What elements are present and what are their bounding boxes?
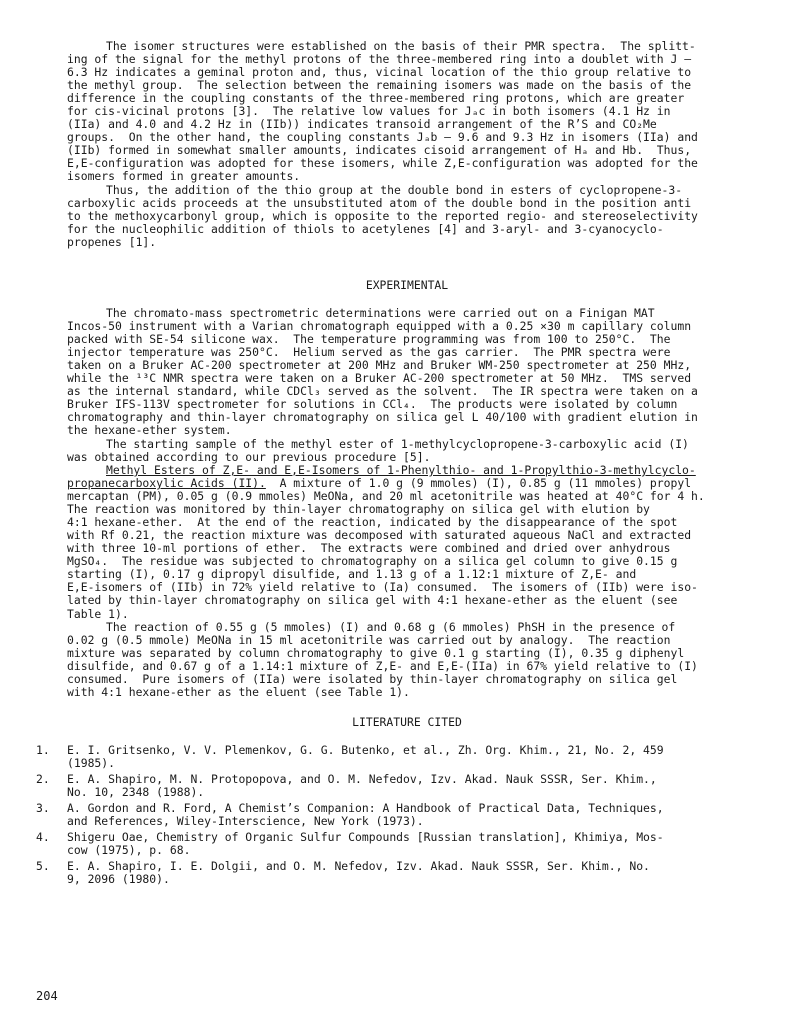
text-line: mixture was separated by column chromatography to give 0.1 g starting (I), 0.35 g diphenyl (67, 646, 685, 661)
reference-item (36, 773, 748, 799)
reference-number: 1. (36, 743, 50, 757)
text-line: consumed. Pure isomers of (IIa) were isolated by thin-layer chromatography on silica gel (67, 672, 678, 687)
text-line: with Rf 0.21, the reaction mixture was decomposed with saturated aqueous NaCl and extracted (67, 528, 692, 543)
text-line: the methyl group. The selection between the remaining isomers was made on the basis of the (67, 78, 692, 93)
procedure-title: propanecarboxylic Acids (II). (67, 476, 266, 491)
text-line: propenes [1]. (67, 235, 157, 250)
text-line: The starting sample of the methyl ester of 1-methylcyclopropene-3-carboxylic acid (I) (106, 437, 689, 451)
reference-number: 3. (36, 801, 50, 816)
text-line: (IIa) and 4.0 and 4.2 Hz in (IIb)) indicates transoid arrangement of the R’S and CO₂Me (67, 117, 657, 132)
reference-number: 5. (36, 859, 50, 874)
text-line: MgSO₄. The residue was subjected to chromatography on a silica gel column to give 0.15 g (67, 554, 678, 569)
text-line: 4:1 hexane-ether. At the end of the reaction, indicated by the disappearance of the spot (67, 515, 678, 530)
reference-item (36, 860, 748, 886)
reference-text: No. 10, 2348 (1988). (67, 785, 205, 800)
text-line: with three 10-ml portions of ether. The extracts were combined and dried over anhydrous (67, 541, 671, 556)
text-line: starting (I), 0.17 g dipropyl disulfide, and 1.13 g of a 1.12:1 mixture of Z,E- and (67, 567, 637, 582)
text-line: disulfide, and 0.67 g of a 1.14:1 mixture of Z,E- and E,E-(IIa) in 67% yield relative to (I) (67, 659, 698, 674)
text-line: Bruker IFS-113V spectrometer for solutions in CCl₄. The products were isolated by column (67, 397, 678, 412)
text-line: while the ¹³C NMR spectra were taken on a Bruker AC-200 spectrometer at 50 MHz. TMS served (67, 371, 692, 386)
reference-text: A. Gordon and R. Ford, A Chemist’s Companion: A Handbook of Practical Data, Techniques, (67, 801, 664, 816)
text-line: to the methoxycarbonyl group, which is opposite to the reported regio- and stereoselectivity (67, 209, 698, 224)
text-line: packed with SE-54 silicone wax. The temperature programming was from 100 to 250°C. The (67, 332, 671, 347)
text-line: A mixture of 1.0 g (9 mmoles) (I), 0.85 g (11 mmoles) propyl (265, 476, 692, 491)
text-line: E,E-isomers of (IIb) in 72% yield relative to (Ia) consumed. The isomers of (IIb) were iso- (67, 580, 698, 595)
text-line: for the nucleophilic addition of thiols to acetylenes [4] and 3-aryl- and 3-cyanocyclo- (67, 222, 664, 237)
text-line: for cis-vicinal protons [3]. The relative low values for Jₐc in both isomers (4.1 Hz in (67, 104, 671, 119)
reference-text: 9, 2096 (1980). (67, 872, 170, 887)
text-line: the hexane-ether system. (67, 423, 232, 438)
text-line: lated by thin-layer chromatography on silica gel with 4:1 hexane-ether as the eluent (see (67, 593, 678, 608)
paragraph-methyl-esters-procedure (67, 464, 747, 621)
reference-number: 4. (36, 830, 50, 845)
reference-list (36, 744, 748, 886)
text-line: The chromato-mass spectrometric determinations were carried out on a Finigan MAT (106, 306, 655, 320)
reference-item (36, 802, 748, 828)
reference-text: (1985). (67, 756, 116, 771)
text-line: E,E-configuration was adopted for these isomers, while Z,E-configuration was adopted for the (67, 156, 698, 171)
text-line: 0.02 g (0.5 mmole) MeONa in 15 ml acetonitrile was carried out by analogy. The reaction (67, 633, 671, 648)
reference-item (36, 744, 748, 770)
text-line: The reaction of 0.55 g (5 mmoles) (I) and 0.68 g (6 mmoles) PhSH in the presence of (106, 620, 676, 634)
text-line: The isomer structures were established on the basis of their PMR spectra. The splitt- (106, 39, 696, 53)
text-line: with 4:1 hexane-ether as the eluent (see Table 1). (67, 685, 410, 700)
paragraph-instrumentation (67, 307, 747, 437)
page-number: 204 (36, 989, 58, 1003)
text-line: was obtained according to our previous procedure [5]. (67, 450, 431, 465)
text-line: isomers formed in greater amounts. (67, 169, 301, 184)
reference-text: E. A. Shapiro, I. E. Dolgii, and O. M. Nefedov, Izv. Akad. Nauk SSSR, Ser. Khim., No. (67, 859, 650, 874)
paragraph-thio-addition (67, 184, 747, 249)
reference-text: E. I. Gritsenko, V. V. Plemenkov, G. G. Butenko, et al., Zh. Org. Khim., 21, No. 2, 459 (67, 743, 664, 757)
reference-text: E. A. Shapiro, M. N. Protopopova, and O. M. Nefedov, Izv. Akad. Nauk SSSR, Ser. Khim., (67, 772, 657, 787)
text-line: Incos-50 instrument with a Varian chromatograph equipped with a 0.25 ×30 m capillary column (67, 319, 692, 334)
text-line: chromatography and thin-layer chromatography on silica gel L 40/100 with gradient elution in (67, 410, 698, 425)
reference-text: Shigeru Oae, Chemistry of Organic Sulfur Compounds [Russian translation], Khimiya, Mos- (67, 830, 664, 845)
text-line: difference in the coupling constants of the three-membered ring protons, which are greater (67, 91, 685, 106)
text-line: (IIb) formed in somewhat smaller amounts, indicates cisoid arrangement of Hₐ and Hb. Thus, (67, 143, 692, 158)
reference-item (36, 831, 748, 857)
paragraph-phsh-reaction (67, 621, 747, 699)
text-line: ing of the signal for the methyl protons of the three-membered ring into a doublet with J – (67, 52, 692, 67)
text-line: The reaction was monitored by thin-layer chromatography on silica gel with elution by (67, 502, 650, 517)
text-line: mercaptan (PM), 0.05 g (0.9 mmoles) MeONa, and 20 ml acetonitrile was heated at 40°C for 4 h. (67, 489, 705, 504)
section-heading-literature-cited: LITERATURE CITED (352, 715, 462, 729)
reference-text: cow (1975), p. 68. (67, 843, 191, 858)
text-line: Table 1). (67, 606, 129, 621)
reference-number: 2. (36, 772, 50, 787)
text-line: Thus, the addition of the thio group at the double bond in esters of cyclopropene-3- (106, 183, 683, 197)
text-line: 6.3 Hz indicates a geminal proton and, thus, vicinal location of the thio group relative to (67, 65, 692, 80)
text-line: as the internal standard, while CDCl₃ served as the solvent. The IR spectra were taken on a (67, 384, 698, 399)
paragraph-starting-sample (67, 438, 747, 464)
text-line: taken on a Bruker AC-200 spectrometer at 200 MHz and Bruker WM-250 spectrometer at 250 MHz, (67, 358, 692, 373)
section-heading-experimental: EXPERIMENTAL (365, 278, 449, 292)
text-line: injector temperature was 250°C. Helium served as the gas carrier. The PMR spectra were (67, 345, 671, 360)
paragraph-isomer-structures (67, 40, 747, 184)
text-line: carboxylic acids proceeds at the unsubstituted atom of the double bond in the position anti (67, 196, 692, 211)
procedure-title: Methyl Esters of Z,E- and E,E-Isomers of 1-Phenylthio- and 1-Propylthio-3-methylcyclo- (106, 463, 696, 477)
text-line: groups. On the other hand, the coupling constants Jₐb – 9.6 and 9.3 Hz in isomers (IIa) and (67, 130, 698, 145)
reference-text: and References, Wiley-Interscience, New York (1973). (67, 814, 424, 829)
